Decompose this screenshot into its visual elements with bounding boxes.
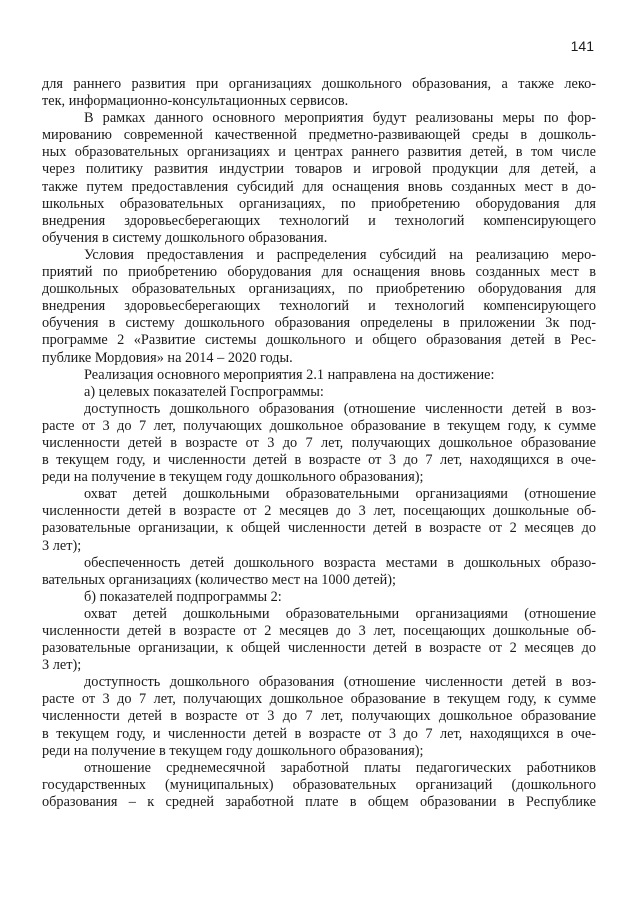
text-line: реди на получение в текущем году дошкольного образования); <box>42 742 424 759</box>
text-line: через политику развития индустрии товаров и игровой продукции для детей, а <box>42 161 596 178</box>
text-line: 3 лет); <box>42 537 82 554</box>
text-line: в текущем году, и численности детей в возрасте от 3 до 7 лет, находящихся в оче- <box>42 452 596 469</box>
text-line: образования – к средней заработной плате в общем образовании в Республике <box>42 793 596 810</box>
text-line: В рамках данного основного мероприятия будут реализованы меры по фор- <box>84 110 596 127</box>
text-line: публике Мордовия» на 2014 – 2020 годы. <box>42 349 293 366</box>
text-line: а) целевых показателей Госпрограммы: <box>84 383 324 400</box>
text-line: обучения в систему дошкольного образования определены в приложении 3к под- <box>42 315 596 332</box>
text-line: тек, информационно-консультационных сервисов. <box>42 93 349 110</box>
text-line: реди на получение в текущем году дошкольного образования); <box>42 469 424 486</box>
text-line: доступность дошкольного образования (отношение численности детей в воз- <box>84 674 596 691</box>
text-line: мированию современной качественной предметно-развивающей среды в дошколь- <box>42 127 596 144</box>
text-line: охват детей дошкольными образовательными организациями (отношение <box>84 605 596 622</box>
text-line: б) показателей подпрограммы 2: <box>84 588 282 605</box>
page-number: 141 <box>570 38 594 54</box>
text-line: численности детей в возрасте от 2 месяцев до 3 лет, посещающих дошкольные об- <box>42 623 596 639</box>
text-line: обучения в систему дошкольного образования. <box>42 229 328 246</box>
text-line: программе 2 «Развитие системы дошкольного и общего образования детей в Рес- <box>42 332 596 349</box>
text-line: Условия предоставления и распределения субсидий на реализацию меро- <box>84 246 596 263</box>
text-line: вательных организациях (количество мест на 1000 детей); <box>42 571 397 588</box>
text-line: расте от 3 до 7 лет, получающих дошкольное образование в текущем году, к сумме <box>42 417 596 434</box>
text-line: Реализация основного мероприятия 2.1 направлена на достижение: <box>84 366 495 383</box>
text-line: доступность дошкольного образования (отношение численности детей в воз- <box>84 400 596 417</box>
text-line: в текущем году, и численности детей в возрасте от 3 до 7 лет, находящихся в оче- <box>42 725 596 742</box>
text-line: охват детей дошкольными образовательными организациями (отношение <box>84 486 596 503</box>
text-line: обеспеченность детей дошкольного возраста местами в дошкольных образо- <box>84 554 596 571</box>
text-line: отношение среднемесячной заработной платы педагогических работников <box>84 759 596 776</box>
text-line: дошкольных образовательных организациях, по приобретению оборудования для <box>42 281 596 298</box>
text-line: для раннего развития при организациях дошкольного образования, а также леко- <box>42 76 596 92</box>
text-line: внедрения здоровьесберегающих технологий и технологий компенсирующего <box>42 212 596 229</box>
text-line: расте от 3 до 7 лет, получающих дошкольное образование в текущем году, к сумме <box>42 691 596 708</box>
text-line: численности детей в возрасте от 2 месяцев до 3 лет, посещающих дошкольные об- <box>42 503 596 520</box>
text-line: ных образовательных организациях и центрах раннего развития детей, в том числе <box>42 144 596 161</box>
text-line: школьных образовательных организациях, по приобретению оборудования для <box>42 195 596 212</box>
text-line: численности детей в возрасте от 3 до 7 лет, получающих дошкольное образование <box>42 708 596 725</box>
text-line: государственных (муниципальных) образовательных организаций (дошкольного <box>42 776 596 793</box>
text-line: численности детей в возрасте от 3 до 7 лет, получающих дошкольное образование <box>42 434 596 451</box>
text-line: 3 лет); <box>42 657 82 674</box>
text-line: приятий по приобретению оборудования для оснащения вновь созданных мест в <box>42 264 596 281</box>
text-line: разовательные организации, к общей численности детей в возрасте от 2 месяцев до <box>42 640 596 657</box>
text-line: разовательные организации, к общей численности детей в возрасте от 2 месяцев до <box>42 520 596 537</box>
text-line: внедрения здоровьесберегающих технологий и технологий компенсирующего <box>42 298 596 315</box>
body-text <box>42 76 596 811</box>
text-line: также путем предоставления субсидий для оснащения вновь созданных мест в до- <box>42 178 596 195</box>
